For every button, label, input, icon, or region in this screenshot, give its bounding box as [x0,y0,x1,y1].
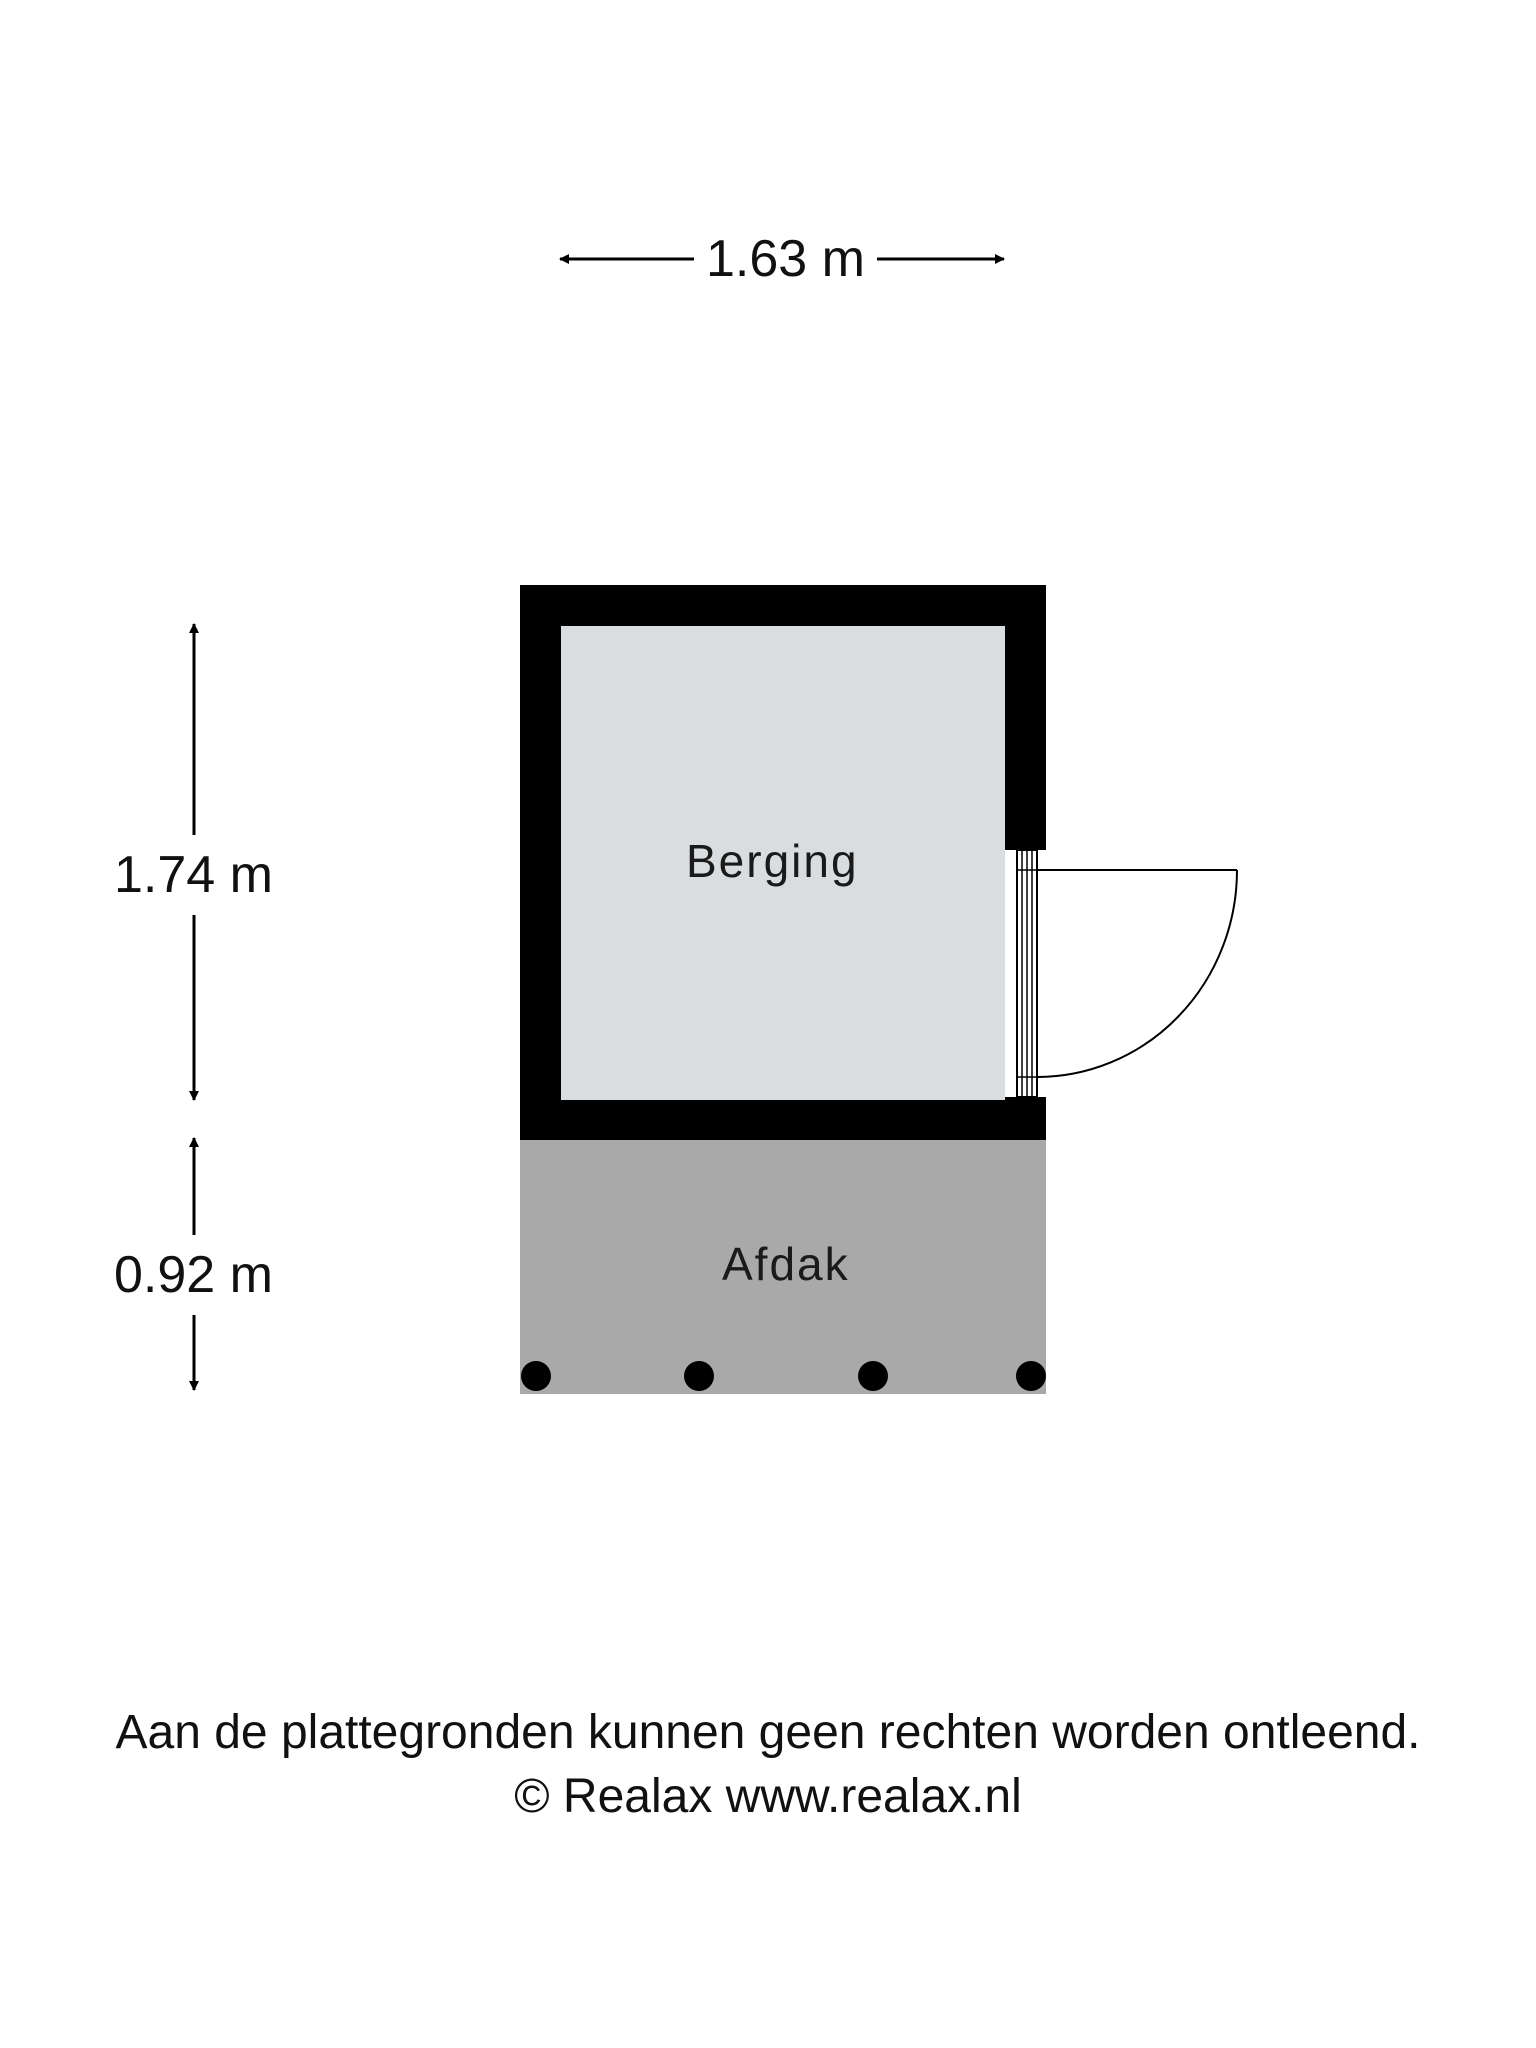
width-dimension-label: 1.63 m [694,229,877,289]
post-1 [521,1361,551,1391]
berging-depth-label: 1.74 m [108,835,279,915]
post-2 [684,1361,714,1391]
room-label-afdak: Afdak [722,1238,850,1290]
post-3 [858,1361,888,1391]
room-label-berging: Berging [686,835,859,887]
afdak-depth-label: 0.92 m [108,1235,279,1315]
post-4 [1016,1361,1046,1391]
disclaimer-text: Aan de plattegronden kunnen geen rechten worden ontleend. [115,1706,1421,1759]
door [1017,850,1237,1097]
copyright-text: © Realax www.realax.nl [514,1770,1022,1823]
